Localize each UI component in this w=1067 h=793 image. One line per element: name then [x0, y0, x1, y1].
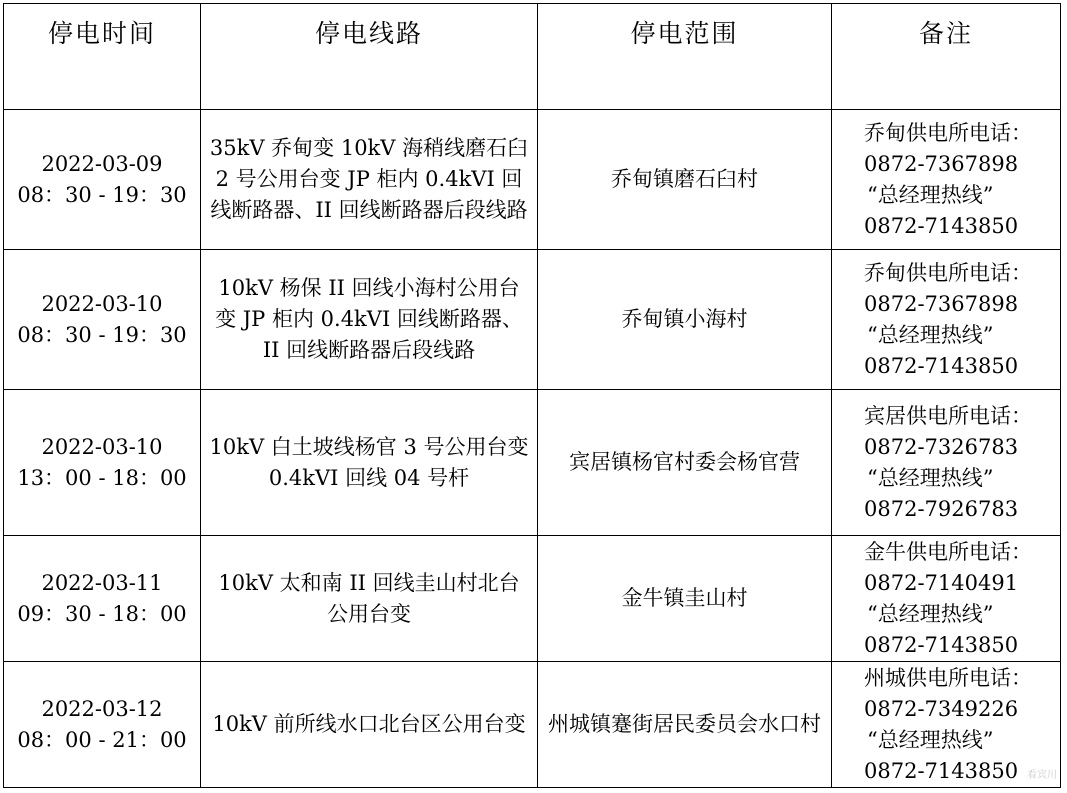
outage-time-cell — [4, 390, 201, 536]
hotline-number: 0872-7143850 — [864, 213, 1019, 238]
outage-time-cell — [4, 536, 201, 662]
table-row — [4, 662, 1061, 788]
hotline-label: “总经理热线” — [867, 601, 994, 626]
table-row — [4, 250, 1061, 390]
outage-date: 2022-03-10 — [41, 291, 163, 316]
hotline-number: 0872-7143850 — [864, 758, 1019, 783]
header-outage-route: 停电线路 — [201, 4, 538, 110]
watermark-logo: 看宾川 — [1027, 770, 1057, 781]
hotline-number: 0872-7926783 — [864, 496, 1019, 521]
station-phone-number: 0872-7326783 — [864, 434, 1019, 459]
station-phone-number: 0872-7140491 — [864, 570, 1019, 595]
remarks-cell — [832, 390, 1061, 536]
station-phone-number: 0872-7349226 — [864, 696, 1019, 721]
station-phone-label: 乔甸供电所电话： — [864, 120, 1032, 145]
hotline-number: 0872-7143850 — [864, 353, 1019, 378]
outage-time-cell — [4, 662, 201, 788]
hotline-label: “总经理热线” — [867, 727, 994, 752]
outage-area-cell: 州城镇蹇街居民委员会水口村 — [538, 662, 832, 788]
remarks-cell — [832, 110, 1061, 250]
outage-route-cell: 10kV 白土坡线杨官 3 号公用台变 0.4kVI 回线 04 号杆 — [201, 390, 538, 536]
outage-route-cell: 35kV 乔甸变 10kV 海稍线磨石臼 2 号公用台变 JP 柜内 0.4kVI 回线断路器、II 回线断路器后段线路 — [201, 110, 538, 250]
outage-hours: 13：00 - 18：00 — [17, 465, 187, 490]
hotline-label: “总经理热线” — [867, 465, 994, 490]
header-row — [4, 4, 1061, 110]
outage-route-cell: 10kV 前所线水口北台区公用台变 — [201, 662, 538, 788]
hotline-label: “总经理热线” — [867, 322, 994, 347]
table-row — [4, 110, 1061, 250]
header-outage-area: 停电范围 — [538, 4, 832, 110]
outage-hours: 08：00 - 21：00 — [17, 727, 187, 752]
power-outage-table — [3, 3, 1061, 788]
outage-area-cell: 乔甸镇磨石臼村 — [538, 110, 832, 250]
header-outage-time: 停电时间 — [4, 4, 201, 110]
outage-route-cell: 10kV 杨保 II 回线小海村公用台变 JP 柜内 0.4kVI 回线断路器、II 回线断路器后段线路 — [201, 250, 538, 390]
station-phone-label: 金牛供电所电话： — [864, 539, 1032, 564]
remarks-cell — [832, 536, 1061, 662]
outage-time-cell — [4, 250, 201, 390]
outage-hours: 08：30 - 19：30 — [17, 182, 187, 207]
outage-date: 2022-03-10 — [41, 434, 163, 459]
table-row — [4, 536, 1061, 662]
station-phone-label: 州城供电所电话： — [864, 665, 1032, 690]
hotline-number: 0872-7143850 — [864, 632, 1019, 657]
outage-area-cell: 乔甸镇小海村 — [538, 250, 832, 390]
outage-hours: 09：30 - 18：00 — [17, 601, 187, 626]
outage-date: 2022-03-12 — [41, 696, 163, 721]
outage-area-cell: 宾居镇杨官村委会杨官营 — [538, 390, 832, 536]
hotline-label: “总经理热线” — [867, 182, 994, 207]
header-remarks: 备注 — [832, 4, 1061, 110]
outage-hours: 08：30 - 19：30 — [17, 322, 187, 347]
table-row — [4, 390, 1061, 536]
station-phone-label: 宾居供电所电话： — [864, 403, 1032, 428]
station-phone-number: 0872-7367898 — [864, 151, 1019, 176]
outage-date: 2022-03-11 — [41, 570, 163, 595]
outage-date: 2022-03-09 — [41, 151, 163, 176]
outage-area-cell: 金牛镇圭山村 — [538, 536, 832, 662]
outage-route-cell: 10kV 太和南 II 回线圭山村北台公用台变 — [201, 536, 538, 662]
station-phone-label: 乔甸供电所电话： — [864, 260, 1032, 285]
station-phone-number: 0872-7367898 — [864, 291, 1019, 316]
remarks-cell — [832, 250, 1061, 390]
outage-time-cell — [4, 110, 201, 250]
